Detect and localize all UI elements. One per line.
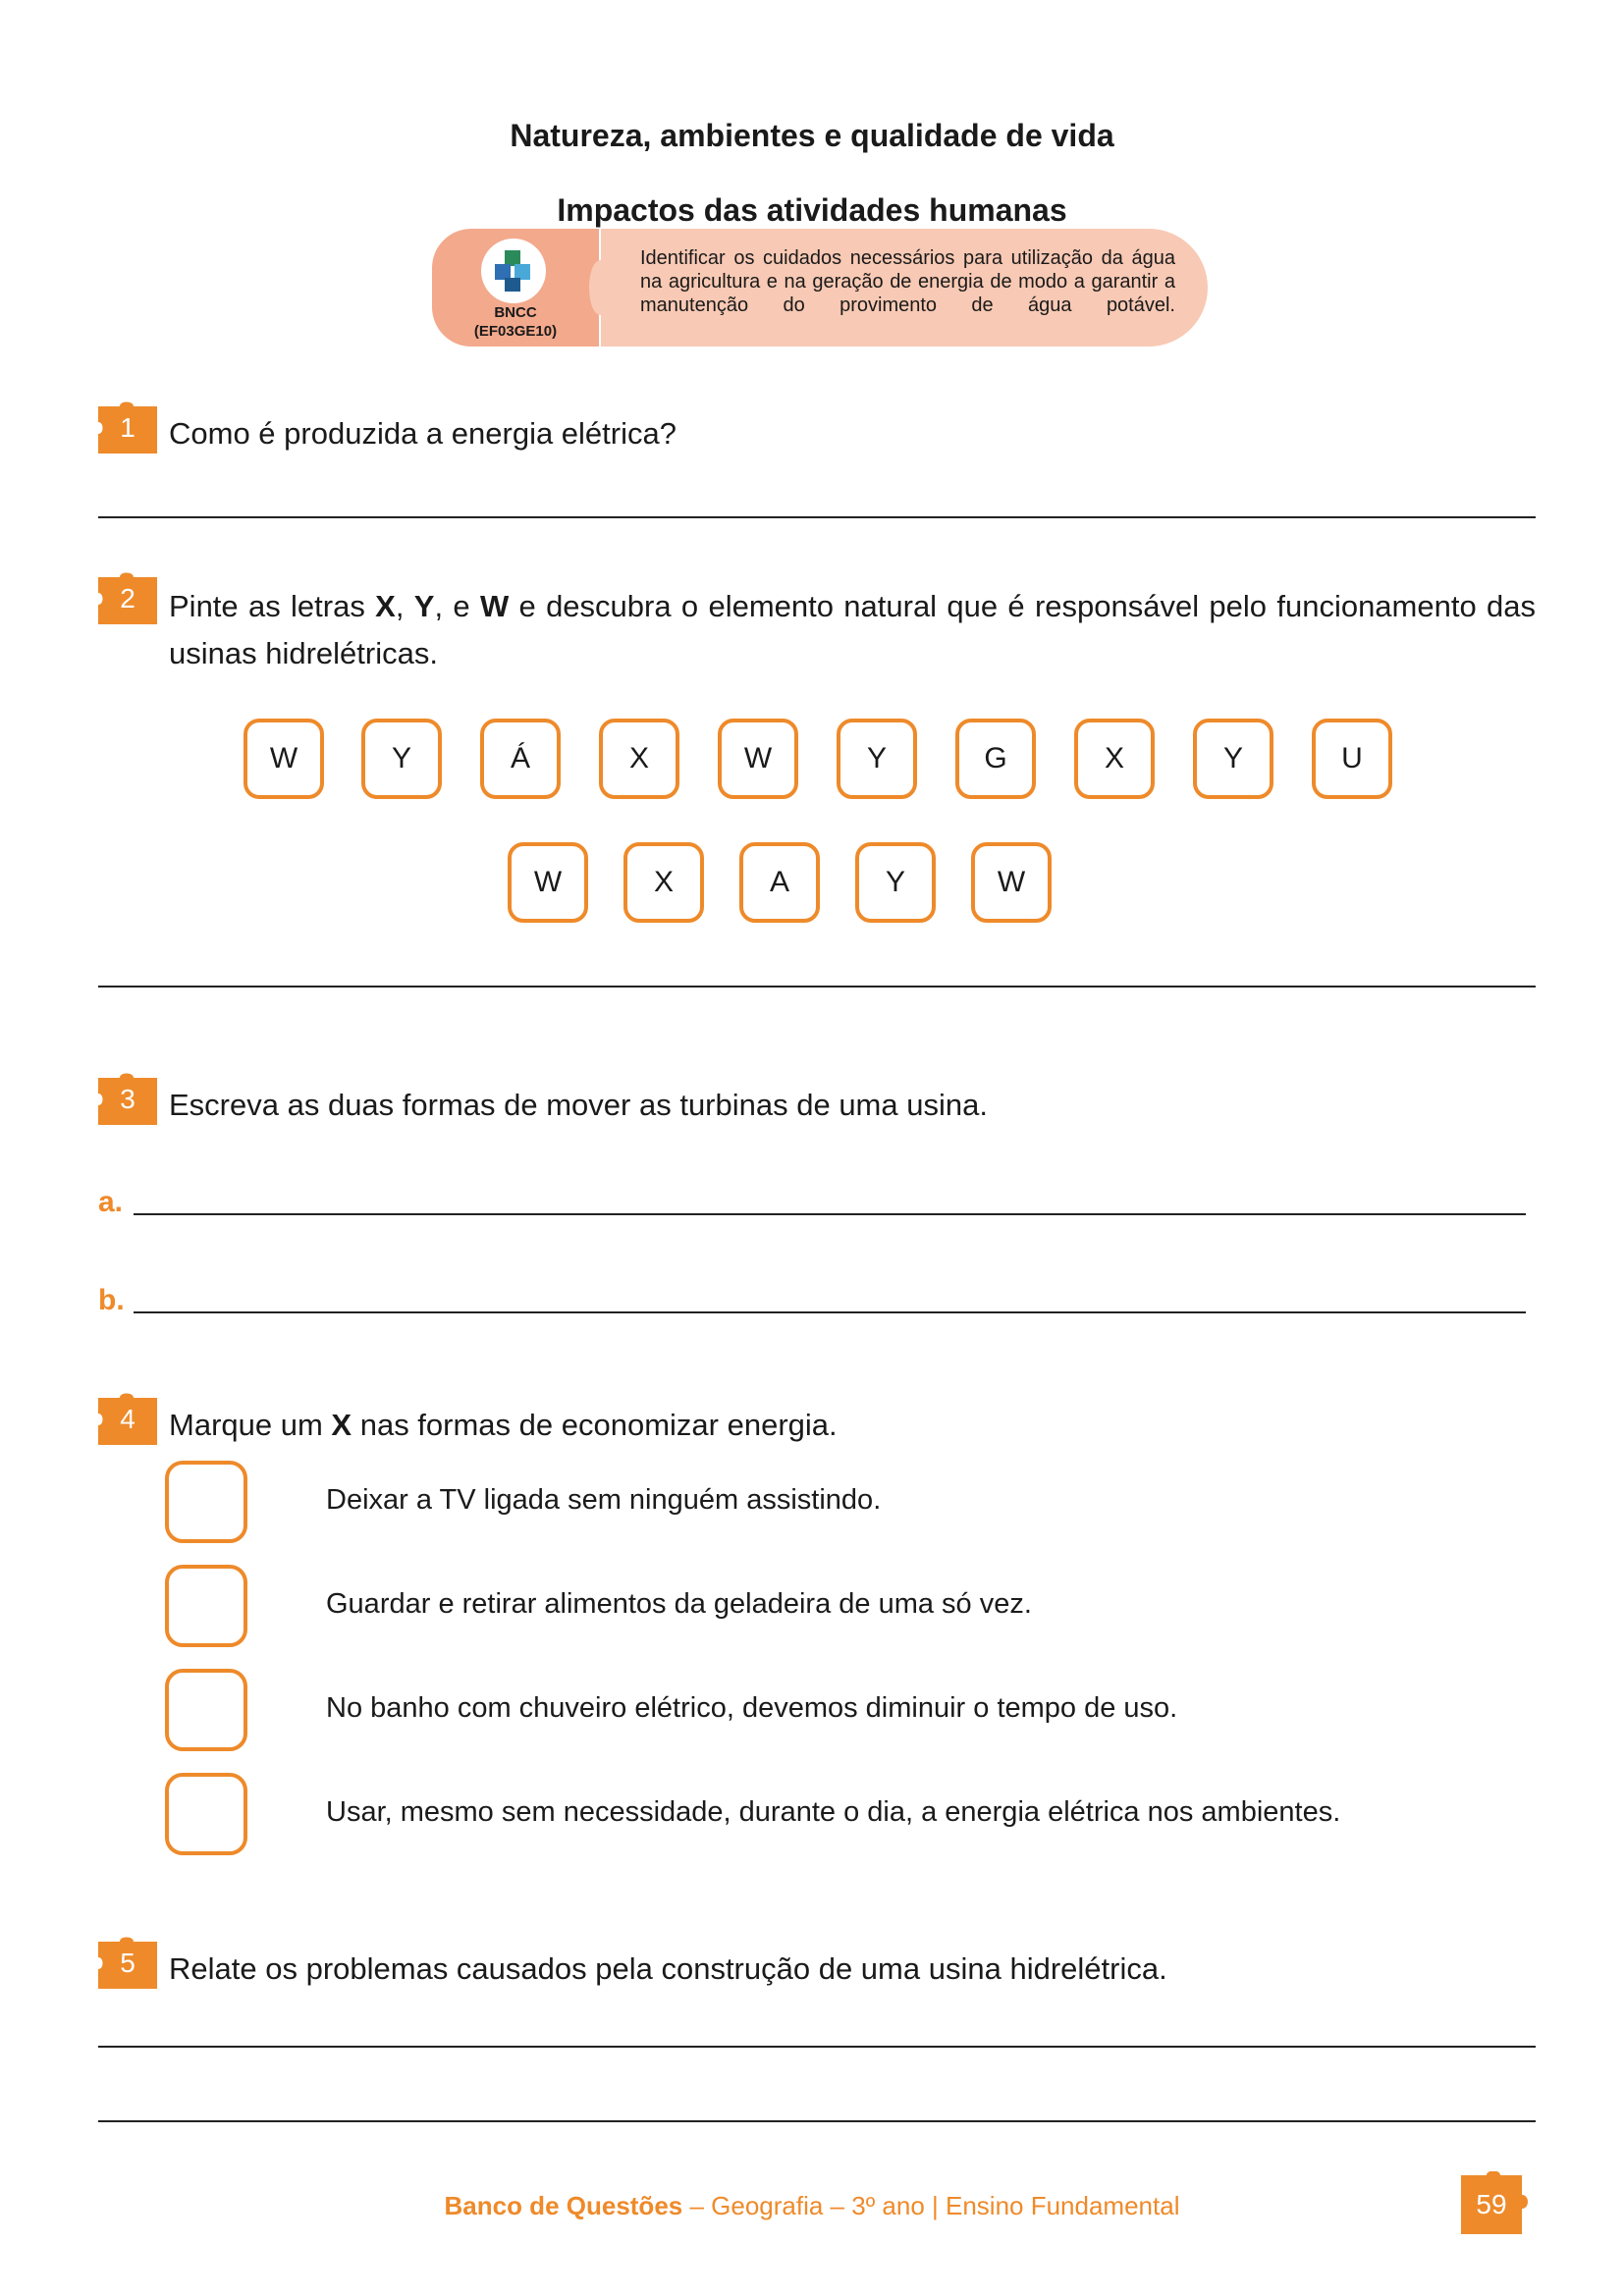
option-checkbox[interactable]: [165, 1461, 247, 1543]
letter-box[interactable]: X: [623, 842, 704, 923]
bncc-description: Identificar os cuidados necessários para utilização da água na agricultura e na geração de energia de modo a garantir a manutenção do provimento de água potável.: [640, 247, 1175, 316]
letter-box[interactable]: Y: [361, 719, 442, 799]
footer-subtitle: – Geografia – 3º ano | Ensino Fundamental: [682, 2191, 1180, 2220]
q2-text-part: e descubra o elemento natural que é responsável pelo funcionamento das: [509, 589, 1536, 623]
answer-line-b[interactable]: [134, 1311, 1526, 1313]
bncc-box: [432, 229, 1208, 347]
letter-box[interactable]: W: [508, 842, 588, 923]
bncc-logo-icon: [481, 239, 546, 303]
page-number: 59: [1476, 2189, 1507, 2219]
footer-text: [0, 2191, 1624, 2221]
question-4-text: [169, 1402, 838, 1449]
option-label: Usar, mesmo sem necessidade, durante o dia, a energia elétrica nos ambientes.: [326, 1796, 1341, 1828]
q2-letter-x: X: [375, 589, 396, 623]
option-checkbox[interactable]: [165, 1565, 247, 1647]
q2-text-part: ,: [395, 589, 414, 623]
letter-box[interactable]: W: [971, 842, 1052, 923]
option-checkbox[interactable]: [165, 1669, 247, 1751]
page-subtitle: Impactos das atividades humanas: [557, 192, 1067, 228]
letter-box[interactable]: W: [244, 719, 324, 799]
bncc-label: BNCC: [494, 304, 537, 321]
option-label: Deixar a TV ligada sem ninguém assistindo.: [326, 1484, 882, 1516]
answer-line[interactable]: [98, 986, 1536, 988]
letter-box[interactable]: G: [955, 719, 1036, 799]
q4-text-part: nas formas de economizar energia.: [352, 1408, 838, 1442]
question-1-text: Como é produzida a energia elétrica?: [169, 416, 677, 451]
bncc-tab: [432, 229, 599, 347]
q2-text-part: Pinte as letras: [169, 589, 376, 623]
question-5-text: Relate os problemas causados pela construção de uma usina hidrelétrica.: [169, 1951, 1167, 1986]
q2-text-line2: usinas hidrelétricas.: [169, 636, 438, 670]
option-label: Guardar e retirar alimentos da geladeira de uma só vez.: [326, 1588, 1032, 1620]
letter-box[interactable]: W: [718, 719, 798, 799]
letter-box[interactable]: A: [739, 842, 820, 923]
footer-book-title: Banco de Questões: [444, 2191, 683, 2220]
question-2-text: [169, 583, 1536, 677]
q4-letter-x: X: [331, 1408, 352, 1442]
page-title: Natureza, ambientes e qualidade de vida: [510, 118, 1114, 153]
answer-line-a[interactable]: [134, 1213, 1526, 1215]
question-3-number: 3: [120, 1084, 135, 1114]
question-5-number: 5: [120, 1948, 135, 1978]
answer-line[interactable]: [98, 2120, 1536, 2122]
option-checkbox[interactable]: [165, 1773, 247, 1855]
question-1-number: 1: [120, 412, 135, 443]
letter-box[interactable]: Y: [837, 719, 917, 799]
question-2-number: 2: [120, 583, 135, 614]
q2-text-part: , e: [434, 589, 480, 623]
answer-line[interactable]: [98, 516, 1536, 518]
letter-box[interactable]: X: [1074, 719, 1155, 799]
question-4-number: 4: [120, 1404, 135, 1434]
letter-box[interactable]: X: [599, 719, 679, 799]
bncc-code: (EF03GE10): [473, 323, 558, 340]
bncc-description-panel: [601, 229, 1208, 347]
letter-box[interactable]: Y: [855, 842, 936, 923]
letter-box[interactable]: Y: [1193, 719, 1273, 799]
answer-label-a: a.: [98, 1186, 124, 1218]
option-label: No banho com chuveiro elétrico, devemos diminuir o tempo de uso.: [326, 1692, 1178, 1724]
question-3-text: Escreva as duas formas de mover as turbinas de uma usina.: [169, 1088, 988, 1122]
q2-letter-w: W: [479, 589, 510, 623]
answer-line[interactable]: [98, 2046, 1536, 2048]
q4-text-part: Marque um: [169, 1408, 332, 1442]
q2-letter-y: Y: [413, 589, 435, 623]
letter-box[interactable]: U: [1312, 719, 1392, 799]
letter-box[interactable]: Á: [480, 719, 561, 799]
answer-label-b: b.: [98, 1284, 125, 1316]
